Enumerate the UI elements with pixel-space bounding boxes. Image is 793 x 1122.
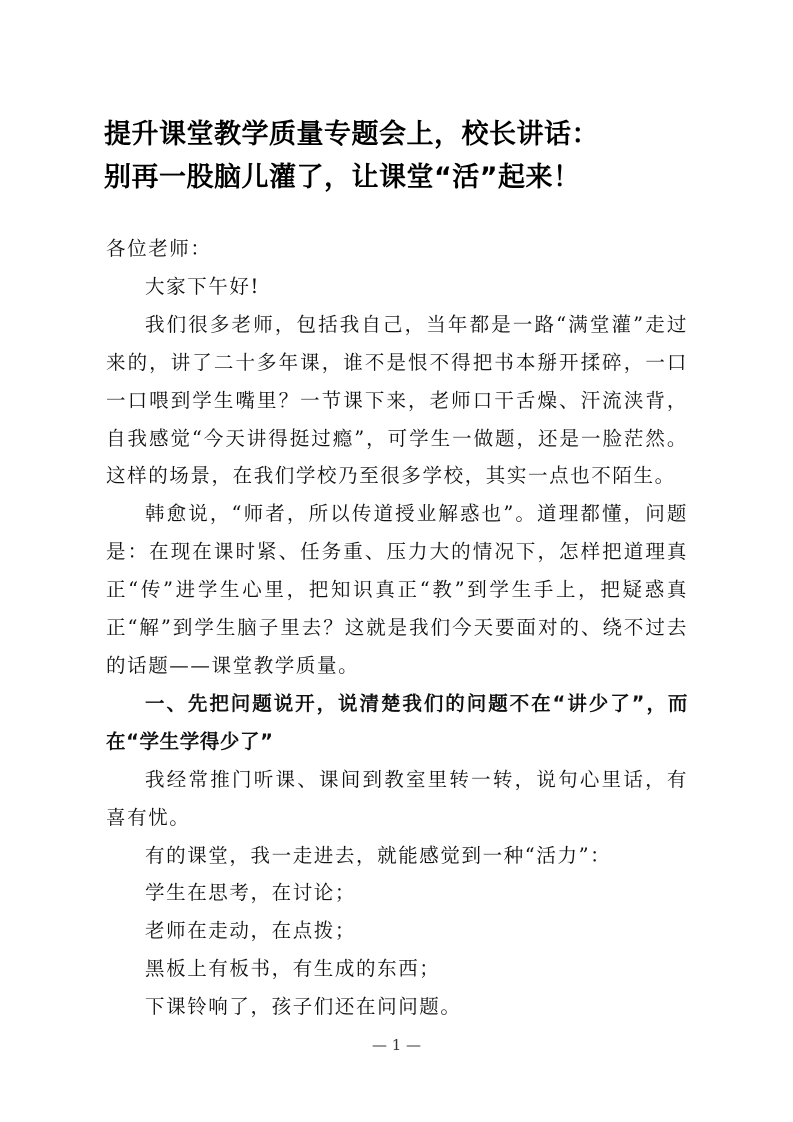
page-number: — 1 — xyxy=(371,1036,422,1054)
salutation: 各位老师： xyxy=(106,237,212,260)
section-heading-1: 一、先把问题说开，说清楚我们的问题不在“讲少了”，而在“学生学得少了” xyxy=(106,691,688,753)
list-item-bell: 下课铃响了，孩子们还在问问题。 xyxy=(145,995,462,1019)
title-line-1: 提升课堂教学质量专题会上，校长讲话： xyxy=(104,119,599,150)
document-body xyxy=(106,230,688,1026)
paragraph-greeting: 大家下午好! xyxy=(145,274,260,298)
paragraph-vitality: 有的课堂，我一走进去，就能感觉到一种“活力”： xyxy=(145,843,612,867)
document-title xyxy=(104,113,704,199)
list-item-students: 学生在思考，在讨论； xyxy=(145,881,357,905)
list-item-teacher: 老师在走动，在点拨； xyxy=(145,919,357,943)
list-item-blackboard: 黑板上有板书，有生成的东西； xyxy=(145,957,441,981)
paragraph-intro: 我们很多老师，包括我自己，当年都是一路“满堂灌”走过来的，讲了二十多年课，谁不是恨不得把书本掰开揉碎，一口一口喂到学生嘴里？一节课下来，老师口干舌燥、汗流浃背，自我感觉“今天讲得挺过瘾”，可学生一做题，还是一脸茫然。这样的场景，在我们学校乃至很多学校，其实一点也不陌生。 xyxy=(106,312,688,488)
paragraph-observation: 我经常推门听课、课间到教室里转一转，说句心里话，有喜有忧。 xyxy=(106,767,688,829)
title-line-2: 别再一股脑儿灌了，让课堂“活”起来！ xyxy=(104,162,581,193)
paragraph-hanyu-quote: 韩愈说，“师者，所以传道授业解惑也”。道理都懂，问题是：在现在课时紧、任务重、压力大的情况下，怎样把道理真正“传”进学生心里，把知识真正“教”到学生手上，把疑惑真正“解”到学生脑子里去？这就是我们今天要面对的、绕不过去的话题——课堂教学质量。 xyxy=(106,502,688,677)
